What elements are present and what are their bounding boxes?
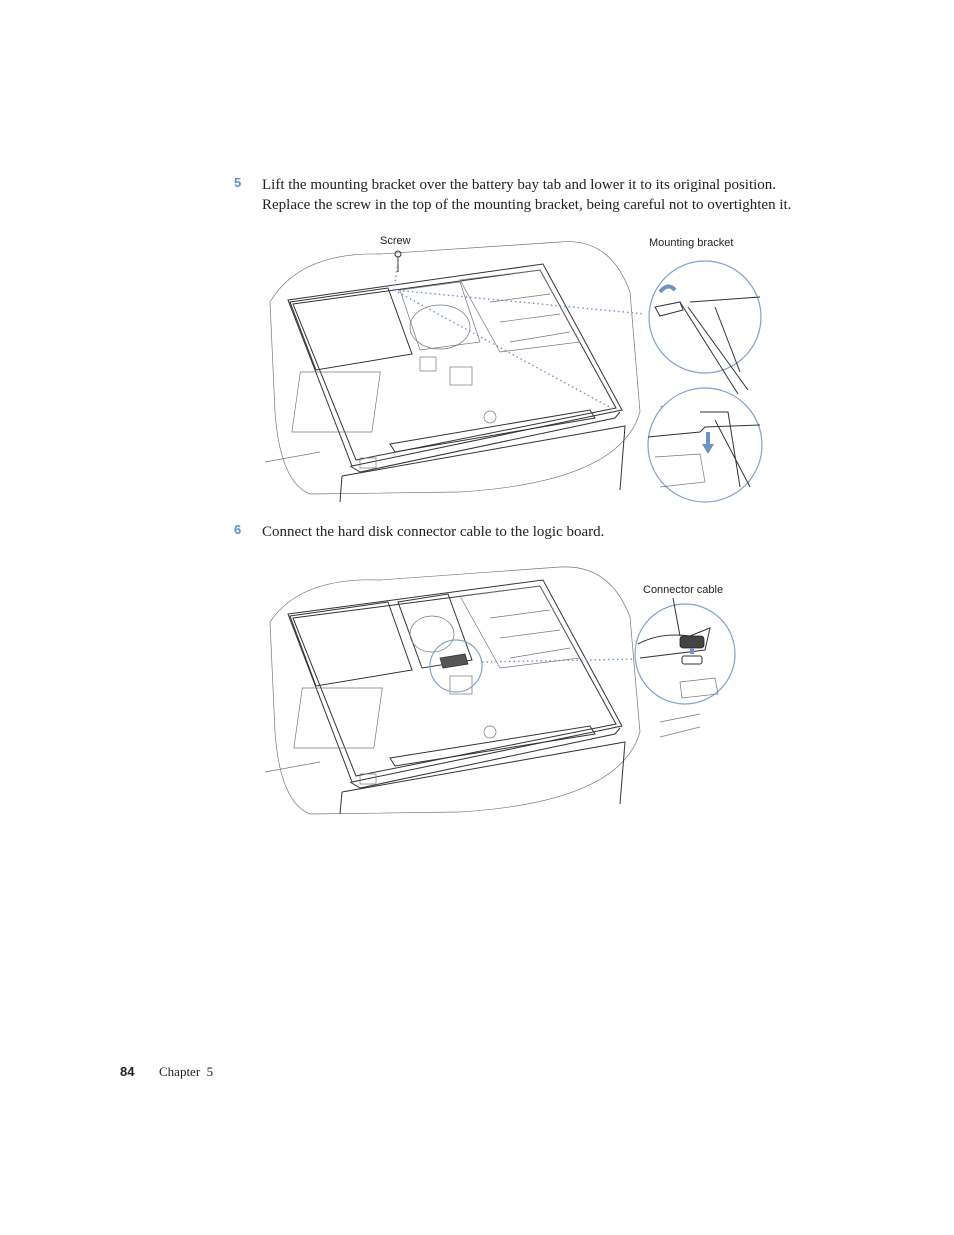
- figure-mounting-bracket: [260, 232, 770, 512]
- step-number: 5: [234, 175, 242, 190]
- figure-connector-cable: [260, 562, 770, 822]
- page-number: 84: [120, 1064, 135, 1079]
- laptop-illustration-1: [260, 232, 770, 512]
- step-text: Connect the hard disk connector cable to the logic board.: [262, 524, 605, 540]
- chapter-label: Chapter 5: [159, 1064, 214, 1079]
- step-text: Lift the mounting bracket over the battery bay tab and lower it to its original position. Replace the screw in the top of the mounting bracket, being careful not to overtighten it.: [262, 177, 792, 213]
- callout-connector-cable: Connector cable: [643, 584, 724, 596]
- callout-mounting-bracket: Mounting bracket: [649, 237, 734, 249]
- step-number: 6: [234, 522, 242, 537]
- callout-screw: Screw: [380, 235, 411, 247]
- laptop-illustration-2: [260, 562, 770, 822]
